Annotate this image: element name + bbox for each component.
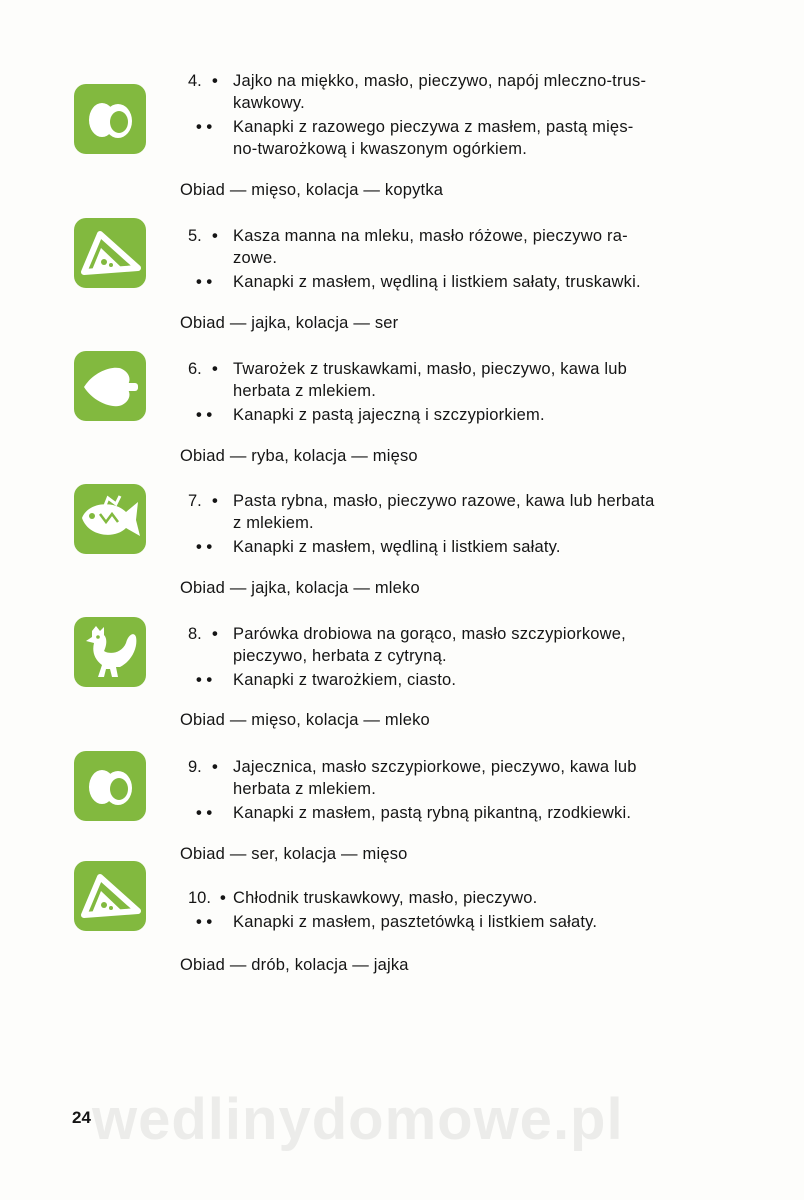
breakfast-line: [188, 225, 740, 269]
second-text-2: no-twarożkową i kwaszonym ogórkiem.: [233, 140, 528, 158]
second-breakfast-line: [188, 271, 740, 293]
breakfast-text-1: Parówka drobiowa na gorąco, masło szczypiorkowe,: [233, 625, 626, 643]
breakfast-text-1: Kasza manna na mleku, masło różowe, pieczywo ra-: [233, 227, 628, 245]
single-dot: •: [212, 72, 218, 90]
cheese-icon: [74, 218, 146, 288]
double-dot: • •: [196, 273, 213, 291]
second-breakfast-line: [188, 669, 740, 691]
second-text-1: Kanapki z pastą jajeczną i szczypiorkiem.: [233, 406, 545, 424]
single-dot: •: [212, 360, 218, 378]
entry-number: 6.: [188, 360, 202, 378]
breakfast-line: [188, 756, 740, 800]
egg-icon: [74, 751, 146, 821]
breakfast-text-2: pieczywo, herbata z cytryną.: [233, 647, 447, 665]
breakfast-line: [188, 887, 740, 909]
second-text-1: Kanapki z masłem, pasztetówką i listkiem sałaty.: [233, 913, 598, 931]
second-text-1: Kanapki z twarożkiem, ciasto.: [233, 671, 457, 689]
breakfast-line: [188, 70, 740, 114]
entry-number: 7.: [188, 492, 202, 510]
rooster-icon: [74, 617, 146, 687]
cheese-icon: [74, 861, 146, 931]
obiad-line-10: Obiad — drób, kolacja — jajka: [180, 956, 409, 974]
menu-entry-8: [188, 623, 740, 691]
entry-number: 9.: [188, 758, 202, 776]
obiad-line-6: Obiad — ryba, kolacja — mięso: [180, 447, 418, 465]
second-text-1: Kanapki z masłem, wędliną i listkiem sałaty, truskawki.: [233, 273, 641, 291]
meat-icon: [74, 351, 146, 421]
breakfast-text-1: Chłodnik truskawkowy, masło, pieczywo.: [233, 889, 538, 907]
single-dot: •: [212, 227, 218, 245]
menu-entry-5: [188, 225, 740, 293]
single-dot: •: [220, 889, 226, 907]
double-dot: • •: [196, 804, 213, 822]
entry-number: 8.: [188, 625, 202, 643]
menu-entry-7: [188, 490, 740, 558]
obiad-line-8: Obiad — mięso, kolacja — mleko: [180, 711, 430, 729]
breakfast-text-2: zowe.: [233, 249, 278, 267]
obiad-line-9: Obiad — ser, kolacja — mięso: [180, 845, 408, 863]
second-breakfast-line: [188, 911, 740, 933]
obiad-line-7: Obiad — jajka, kolacja — mleko: [180, 579, 420, 597]
entry-number: 4.: [188, 72, 202, 90]
watermark: wedlinydomowe.pl: [92, 1087, 624, 1152]
breakfast-text-1: Twarożek z truskawkami, masło, pieczywo, kawa lub: [233, 360, 628, 378]
menu-entry-9: [188, 756, 740, 824]
single-dot: •: [212, 758, 218, 776]
second-breakfast-line: [188, 536, 740, 558]
fish-icon: [74, 484, 146, 554]
double-dot: • •: [196, 671, 213, 689]
second-breakfast-line: [188, 404, 740, 426]
entry-number: 10.: [188, 889, 211, 907]
menu-entry-4: [188, 70, 740, 160]
breakfast-line: [188, 490, 740, 534]
breakfast-text-1: Jajko na miękko, masło, pieczywo, napój mleczno-trus-: [233, 72, 647, 90]
second-breakfast-line: [188, 802, 740, 824]
menu-entry-10: [188, 887, 740, 933]
double-dot: • •: [196, 406, 213, 424]
breakfast-line: [188, 623, 740, 667]
breakfast-text-2: herbata z mlekiem.: [233, 780, 376, 798]
single-dot: •: [212, 625, 218, 643]
obiad-line-4: Obiad — mięso, kolacja — kopytka: [180, 181, 444, 199]
obiad-line-5: Obiad — jajka, kolacja — ser: [180, 314, 399, 332]
second-text-1: Kanapki z razowego pieczywa z masłem, pastą mięs-: [233, 118, 634, 136]
breakfast-text-2: kawkowy.: [233, 94, 305, 112]
single-dot: •: [212, 492, 218, 510]
double-dot: • •: [196, 118, 213, 136]
second-text-1: Kanapki z masłem, wędliną i listkiem sałaty.: [233, 538, 561, 556]
egg-icon: [74, 84, 146, 154]
breakfast-text-2: z mlekiem.: [233, 514, 314, 532]
breakfast-text-1: Jajecznica, masło szczypiorkowe, pieczywo, kawa lub: [233, 758, 637, 776]
breakfast-text-1: Pasta rybna, masło, pieczywo razowe, kawa lub herbata: [233, 492, 655, 510]
double-dot: • •: [196, 913, 213, 931]
menu-entry-6: [188, 358, 740, 426]
entry-number: 5.: [188, 227, 202, 245]
page-number: 24: [72, 1108, 91, 1127]
double-dot: • •: [196, 538, 213, 556]
second-text-1: Kanapki z masłem, pastą rybną pikantną, rzodkiewki.: [233, 804, 632, 822]
second-breakfast-line: [188, 116, 740, 160]
breakfast-line: [188, 358, 740, 402]
breakfast-text-2: herbata z mlekiem.: [233, 382, 376, 400]
